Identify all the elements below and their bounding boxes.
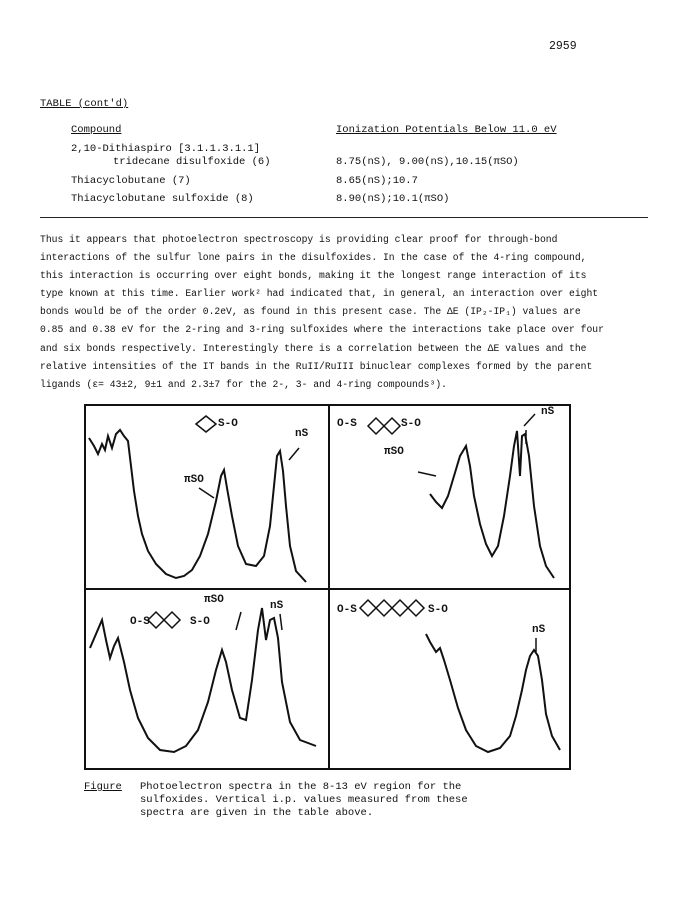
paragraph-line: type known at this time. Earlier work² had indicated that, in general, an interaction over eight [40, 288, 599, 300]
paragraph-line: and six bonds respectively. Interestingly there is a correlation between the ΔE values and the [40, 342, 587, 354]
table-header-compound: Compound [71, 124, 122, 136]
peak-label-pi-so: πSO [204, 594, 224, 606]
structure-label-right: S-O [401, 418, 421, 430]
paragraph-line: this interaction is occurring over eight bonds, making it the longest range interaction of its [40, 270, 587, 282]
paragraph-line: ligands (ε= 43±2, 9±1 and 2.3±7 for the 2-, 3- and 4-ring compounds³). [40, 378, 447, 390]
peak-label-ns: nS [270, 600, 284, 612]
figure-caption-label: Figure [84, 781, 122, 793]
structure-label-right: S-O [190, 616, 210, 628]
paragraph-line: relative intensities of the IT bands in the RuII/RuIII binuclear complexes formed by the parent [40, 360, 593, 372]
spectrum-panel-4 [330, 590, 570, 768]
table-row-ip: 8.90(nS);10.1(πSO) [336, 193, 450, 205]
table-bottom-rule [40, 217, 648, 218]
paragraph-line: Thus it appears that photoelectron spectroscopy is providing clear proof for through-bond [40, 234, 558, 245]
structure-label-left: O-S [337, 604, 357, 616]
peak-label-pi-so: πSO [384, 446, 404, 458]
caption-line: spectra are given in the table above. [140, 807, 374, 819]
table-row-ip: 8.75(nS), 9.00(nS),10.15(πSO) [336, 156, 519, 168]
structure-label-left: O-S [130, 616, 150, 628]
table-caption: TABLE (cont'd) [40, 98, 129, 110]
caption-line: Photoelectron spectra in the 8-13 eV region for the [140, 781, 462, 793]
paragraph-line: interactions of the sulfur lone pairs in the disulfoxides. In the case of the 4-ring compound, [40, 252, 587, 264]
peak-label-ns: nS [532, 624, 546, 636]
paragraph-line: bonds would be of the order 0.2eV, as found in this present case. The ΔE (IP₂-IP₁) values are [40, 306, 581, 318]
body-paragraph [40, 234, 648, 397]
spectrum-panel-1 [86, 406, 328, 588]
structure-label: S-O [218, 418, 238, 430]
caption-line: sulfoxides. Vertical i.p. values measured from these [140, 794, 468, 806]
spectrum-panel-2 [330, 406, 570, 588]
table-row-compound: Thiacyclobutane (7) [71, 175, 191, 187]
table-row-compound-cont: tridecane disulfoxide (6) [113, 156, 271, 168]
table-row-compound: Thiacyclobutane sulfoxide (8) [71, 193, 254, 205]
table-row-compound: 2,10-Dithiaspiro [3.1.1.3.1.1] [71, 143, 261, 155]
structure-label-left: O-S [337, 418, 357, 430]
paragraph-line: 0.85 and 0.38 eV for the 2-ring and 3-ring sulfoxides where the interactions take place over four [40, 324, 604, 336]
structure-label-right: S-O [428, 604, 448, 616]
table-header-ip: Ionization Potentials Below 11.0 eV [336, 124, 557, 136]
table-row-ip: 8.65(nS);10.7 [336, 175, 418, 187]
peak-label-ns: nS [295, 428, 309, 440]
peak-label-ns: nS [541, 406, 555, 418]
peak-label-pi-so: πSO [184, 474, 204, 486]
page-number: 2959 [549, 40, 577, 53]
